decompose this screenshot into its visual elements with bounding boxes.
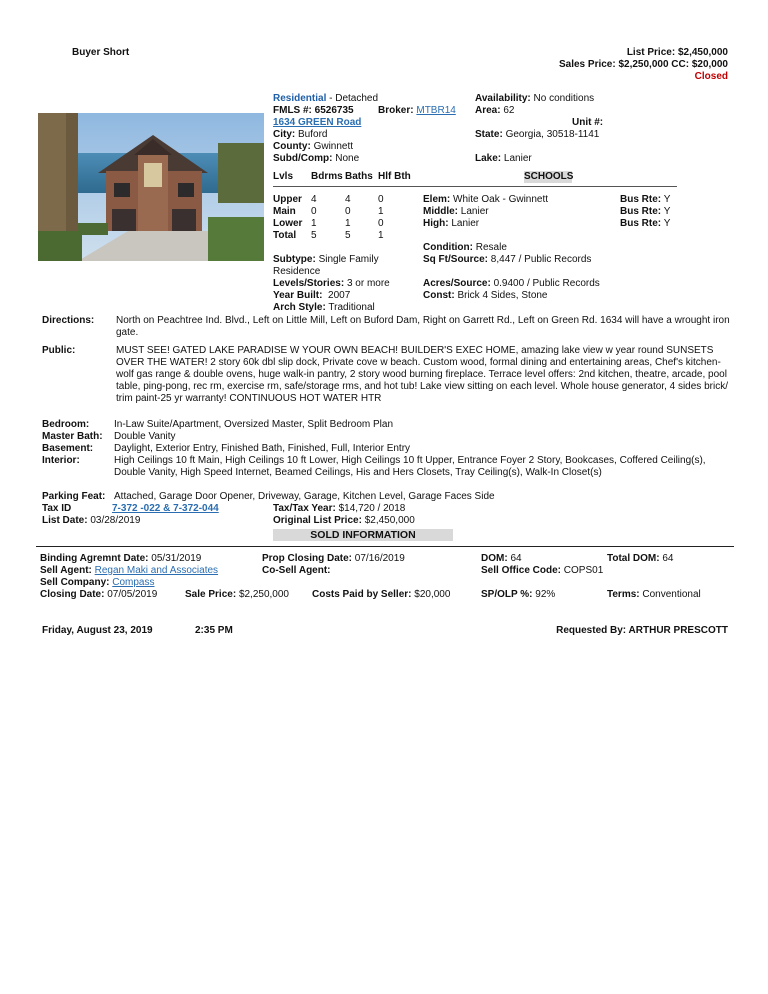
county-label: County: (273, 141, 311, 152)
bus-value: Y (663, 218, 671, 229)
property-photo (38, 113, 264, 261)
schools-header: SCHOOLS (524, 171, 574, 182)
arch-value: Traditional (328, 302, 375, 313)
room-half: 0 (378, 194, 384, 205)
state-value: Georgia, 30518-1141 (505, 129, 600, 140)
spolp-label: SP/OLP %: (481, 589, 533, 600)
prop-closing-date (262, 553, 405, 564)
fmls-value: 6526735 (314, 105, 354, 116)
construction (423, 290, 548, 301)
room-baths: 1 (345, 218, 351, 229)
masterbath-label: Master Bath: (42, 431, 103, 442)
bus-route (620, 206, 670, 217)
sqft (423, 254, 591, 265)
room-level: Main (273, 206, 296, 217)
terms-label: Terms: (607, 589, 640, 600)
basement-text: Daylight, Exterior Entry, Finished Bath, Finished, Full, Interior Entry (114, 443, 411, 454)
state-label: State: (475, 129, 503, 140)
bus-value: Y (663, 194, 671, 205)
bus-label: Bus Rte: (620, 194, 662, 205)
saleprice-value: $2,250,000 (238, 589, 289, 600)
sqft-label: Sq Ft/Source: (423, 254, 489, 265)
public-label: Public: (42, 345, 76, 356)
office-label: Sell Office Code: (481, 565, 562, 576)
costs-paid (312, 589, 450, 600)
closing-label: Closing Date: (40, 589, 105, 600)
condition (423, 242, 507, 253)
school-value: Lanier (460, 206, 489, 217)
room-bdrms: 5 (311, 230, 317, 241)
address-link[interactable] (273, 117, 361, 128)
terms-value: Conventional (642, 589, 701, 600)
school-label: Middle: (423, 206, 458, 217)
sale-price (185, 589, 289, 600)
sell-office-code (481, 565, 603, 576)
taxyear-value: $14,720 / 2018 (338, 503, 406, 514)
subtype-label: Subtype: (273, 254, 316, 265)
bus-route (620, 218, 670, 229)
school-label: High: (423, 218, 449, 229)
year-label: Year Built: (273, 290, 323, 301)
condition-value: Resale (475, 242, 507, 253)
list-price: List Price: $2,450,000 (626, 47, 728, 58)
broker-link[interactable]: MTBR14 (416, 105, 456, 116)
listing-category (273, 93, 378, 104)
school-value: Lanier (451, 218, 480, 229)
year-built (273, 290, 350, 301)
rooms-header-bdrms: Bdrms (311, 171, 343, 182)
county-value: Gwinnett (313, 141, 354, 152)
listdate-value: 03/28/2019 (90, 515, 141, 526)
sold-divider (36, 546, 734, 547)
sales-price: Sales Price: $2,250,000 CC: $20,000 (558, 59, 728, 70)
room-half: 1 (378, 230, 384, 241)
list-date (42, 515, 140, 526)
sell-agent (40, 565, 218, 576)
dom-label: DOM: (481, 553, 508, 564)
area (475, 105, 514, 116)
saleprice-label: Sale Price: (185, 589, 237, 600)
terms (607, 589, 701, 600)
address-text[interactable]: 1634 GREEN Road (273, 117, 362, 128)
company-label: Sell Company: (40, 577, 110, 588)
school-high (423, 218, 479, 229)
directions-label: Directions: (42, 315, 95, 326)
category-type: Residential (273, 93, 327, 104)
category-rest: - Detached (326, 93, 379, 104)
levels (273, 278, 390, 289)
taxid-label: Tax ID (42, 503, 72, 514)
office-value: COPS01 (563, 565, 604, 576)
propclose-label: Prop Closing Date: (262, 553, 353, 564)
dom-value: 64 (510, 553, 522, 564)
school-value: White Oak - Gwinnett (453, 194, 549, 205)
tax-year (273, 503, 405, 514)
city-label: City: (273, 129, 296, 140)
arch-label: Arch Style: (273, 302, 326, 313)
subd-label: Subd/Comp: (273, 153, 333, 164)
lake-value: Lanier (503, 153, 532, 164)
status-badge: Closed (694, 71, 728, 82)
subtype-value: Single Family Residence (273, 254, 379, 277)
broker-label: Broker: (378, 105, 414, 116)
sqft-value: 8,447 / Public Records (490, 254, 592, 265)
total-dom (607, 553, 674, 564)
state (475, 129, 599, 140)
levels-label: Levels/Stories: (273, 278, 345, 289)
avail-label: Availability: (475, 93, 531, 104)
room-level: Upper (273, 194, 302, 205)
city-value: Buford (298, 129, 328, 140)
unit-label: Unit #: (572, 117, 604, 128)
bus-route (620, 194, 670, 205)
school-middle (423, 206, 489, 217)
county (273, 141, 353, 152)
report-type: Buyer Short (72, 47, 130, 58)
levels-value: 3 or more (346, 278, 390, 289)
rooms-header-lvls: Lvls (273, 171, 294, 182)
rooms-divider (273, 186, 677, 187)
acres-label: Acres/Source: (423, 278, 491, 289)
area-value: 62 (503, 105, 515, 116)
olp-value: $2,450,000 (364, 515, 415, 526)
room-half: 0 (378, 218, 384, 229)
company-link[interactable]: Compass (112, 577, 155, 588)
year-value: 2007 (328, 290, 351, 301)
sell-company (40, 577, 155, 588)
arch-style (273, 302, 375, 313)
interior-text: High Ceilings 10 ft Main, High Ceilings 10 ft Lower, High Ceilings 10 ft Upper, Entrance Foyer 2 Story, Bookcases, Coffered Ceiling(s), Double Vanity, High Speed Internet, Beamed Ceilings, His and Hers Closets, Tray Ceiling(s), Walk-In Closet(s) (114, 455, 706, 478)
fmls-label: FMLS #: (273, 105, 312, 116)
room-level: Lower (273, 218, 303, 229)
interior-label: Interior: (42, 455, 80, 466)
original-list-price (273, 515, 415, 526)
tdom-label: Total DOM: (607, 553, 660, 564)
subtype (273, 254, 413, 278)
listdate-label: List Date: (42, 515, 88, 526)
bus-value: Y (663, 206, 671, 217)
condition-label: Condition: (423, 242, 473, 253)
footer-date: Friday, August 23, 2019 (42, 625, 153, 636)
sold-info-header: SOLD INFORMATION (273, 529, 453, 541)
agent-label: Sell Agent: (40, 565, 92, 576)
dom (481, 553, 522, 564)
closing-value: 07/05/2019 (107, 589, 158, 600)
sp-olp (481, 589, 555, 600)
const-label: Const: (423, 290, 455, 301)
school-elem (423, 194, 548, 205)
taxid-link[interactable]: 7-372 -022 & 7-372-044 (112, 503, 219, 514)
co-sell-agent-label: Co-Sell Agent: (262, 565, 331, 576)
bus-label: Bus Rte: (620, 218, 662, 229)
masterbath-text: Double Vanity (114, 431, 176, 442)
directions-text: North on Peachtree Ind. Blvd., Left on Little Mill, Left on Buford Dam, Right on Garrett Rd., Left on Green Rd. 1634 will have a wrought iron gate. (116, 315, 730, 338)
room-baths: 0 (345, 206, 351, 217)
broker (378, 105, 456, 116)
subd-value: None (335, 153, 360, 164)
taxyear-label: Tax/Tax Year: (273, 503, 336, 514)
bedroom-text: In-Law Suite/Apartment, Oversized Master, Split Bedroom Plan (114, 419, 394, 430)
binding-value: 05/31/2019 (151, 553, 202, 564)
bus-label: Bus Rte: (620, 206, 662, 217)
fmls-number (273, 105, 354, 116)
parking-text: Attached, Garage Door Opener, Driveway, Garage, Kitchen Level, Garage Faces Side (114, 491, 495, 502)
acres (423, 278, 600, 289)
lake-label: Lake: (475, 153, 502, 164)
costs-value: $20,000 (414, 589, 451, 600)
city (273, 129, 327, 140)
rooms-header-halfbath: Hlf Bth (378, 171, 411, 182)
tdom-value: 64 (662, 553, 674, 564)
school-label: Elem: (423, 194, 451, 205)
spolp-value: 92% (535, 589, 556, 600)
costs-label: Costs Paid by Seller: (312, 589, 412, 600)
binding-date (40, 553, 201, 564)
binding-label: Binding Agremnt Date: (40, 553, 149, 564)
propclose-value: 07/16/2019 (354, 553, 405, 564)
room-bdrms: 1 (311, 218, 317, 229)
public-remarks: MUST SEE! GATED LAKE PARADISE W YOUR OWN BEACH! BUILDER'S EXEC HOME, amazing lake view w year round SUNSETS OVER THE WATER! 2 story 60k dbl slip dock, Private cove w beach. Custom wood, formal dining and entertaining areas, Chef's kitchen-wolf gas range & double ovens, huge walk-in pantry, 2 story wood burning fireplace. Terrace level offers: 2nd kitchen, theatre, arcade, pool table, ping-pong, rec rm, exercise rm, safe/storage rms, and hot tub! Lake view sitting on each level. Whole house generator, 4 sides brick/ trim paint-25 yr warranty! CONTINUOUS HOT WATER HTR (116, 345, 728, 404)
olp-label: Original List Price: (273, 515, 362, 526)
room-level: Total (273, 230, 297, 241)
room-baths: 4 (345, 194, 351, 205)
closing-date (40, 589, 157, 600)
room-baths: 5 (345, 230, 351, 241)
room-half: 1 (378, 206, 384, 217)
room-bdrms: 0 (311, 206, 317, 217)
basement-label: Basement: (42, 443, 94, 454)
parking-label: Parking Feat: (42, 491, 106, 502)
room-bdrms: 4 (311, 194, 317, 205)
requested-by: Requested By: ARTHUR PRESCOTT (556, 625, 728, 636)
rooms-header-baths: Baths (345, 171, 373, 182)
lake (475, 153, 532, 164)
footer-time: 2:35 PM (195, 625, 233, 636)
bedroom-label: Bedroom: (42, 419, 90, 430)
area-label: Area: (475, 105, 501, 116)
acres-value: 0.9400 / Public Records (493, 278, 600, 289)
availability (475, 93, 594, 104)
const-value: Brick 4 Sides, Stone (457, 290, 548, 301)
subdivision (273, 153, 359, 164)
avail-value: No conditions (533, 93, 595, 104)
agent-link[interactable]: Regan Maki and Associates (94, 565, 219, 576)
